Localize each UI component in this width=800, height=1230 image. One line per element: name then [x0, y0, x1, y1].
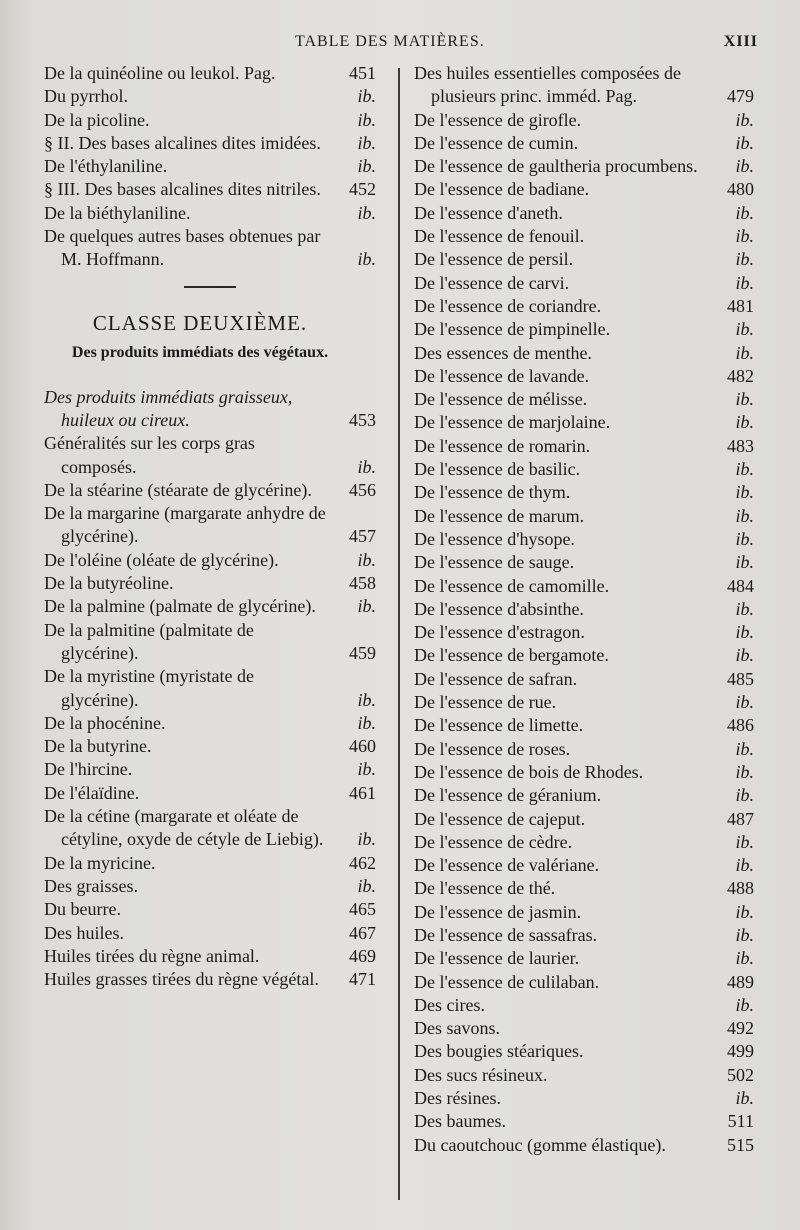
- toc-entry-page: ib.: [735, 319, 754, 340]
- toc-entry: [414, 155, 754, 178]
- right-entries: [414, 62, 754, 1157]
- toc-entry-page: ib.: [357, 689, 376, 710]
- toc-entry: [44, 132, 376, 155]
- toc-entry-page: ib.: [735, 645, 754, 666]
- toc-entry: [414, 132, 754, 155]
- toc-entry: [414, 784, 754, 807]
- toc-entry: [414, 714, 754, 737]
- toc-entry-page: ib.: [735, 924, 754, 945]
- toc-entry-title: De l'essence de bergamote.: [414, 645, 609, 666]
- toc-entry-page: ib.: [735, 132, 754, 153]
- toc-entry: [414, 505, 754, 528]
- toc-entry: [44, 432, 376, 479]
- toc-entry-title: De l'essence de roses.: [414, 738, 571, 759]
- toc-entry-page: ib.: [735, 831, 754, 852]
- toc-entry: [414, 481, 754, 504]
- toc-entry-title: De l'élaïdine.: [44, 782, 140, 803]
- toc-entry-title: De la palmine (palmate de glycérine).: [44, 596, 316, 617]
- toc-entry-page: 465: [349, 899, 376, 920]
- toc-entry-title: De l'essence d'aneth.: [414, 202, 563, 223]
- toc-entry-page: 452: [349, 179, 376, 200]
- toc-entry-page: ib.: [735, 692, 754, 713]
- toc-entry-page: ib.: [735, 948, 754, 969]
- toc-entry-page: ib.: [735, 598, 754, 619]
- toc-entry: [44, 572, 376, 595]
- toc-entry: [414, 738, 754, 761]
- toc-entry-page: 499: [727, 1041, 754, 1062]
- toc-entry-title: De l'essence de lavande.: [414, 365, 590, 386]
- toc-entry: [414, 272, 754, 295]
- toc-entry-page: 479: [727, 86, 754, 107]
- toc-entry-page: ib.: [735, 738, 754, 759]
- toc-entry-page: 484: [727, 575, 754, 596]
- toc-entry-title: De l'essence d'absinthe.: [414, 598, 584, 619]
- toc-entry-title: De l'essence de marum.: [414, 505, 585, 526]
- toc-entry-page: ib.: [357, 86, 376, 107]
- toc-entry: [414, 1110, 754, 1133]
- toc-entry-title: De l'essence de camomille.: [414, 575, 610, 596]
- class-subheading: Des produits immédiats des végétaux.: [71, 343, 329, 361]
- toc-entry-page: 462: [349, 852, 376, 873]
- toc-entry-title: Généralités sur les corps gras composés.: [44, 433, 255, 477]
- toc-entry-title: De l'essence de sauge.: [414, 552, 575, 573]
- toc-entry-page: ib.: [357, 829, 376, 850]
- toc-entry-title: De l'essence de rue.: [414, 692, 557, 713]
- toc-entry-page: ib.: [735, 226, 754, 247]
- toc-entry: [414, 458, 754, 481]
- toc-entry-title: De l'essence d'hysope.: [414, 528, 575, 549]
- toc-entry-title: De l'essence de laurier.: [414, 948, 580, 969]
- toc-entry: [44, 712, 376, 735]
- toc-entry-title: De la palmitine (palmitate de glycérine).: [44, 619, 254, 663]
- toc-entry-title: De l'essence de cèdre.: [414, 831, 573, 852]
- toc-entry-page: ib.: [357, 156, 376, 177]
- toc-entry-title: De l'essence de badiane.: [414, 179, 590, 200]
- toc-entry-page: ib.: [735, 505, 754, 526]
- toc-entry: [44, 735, 376, 758]
- toc-entry-title: Huiles grasses tirées du règne végétal.: [44, 969, 319, 990]
- toc-entry-page: ib.: [735, 785, 754, 806]
- page-header: [0, 33, 800, 57]
- toc-entry: [44, 549, 376, 572]
- toc-entry: [414, 761, 754, 784]
- toc-entry-title: De l'oléine (oléate de glycérine).: [44, 549, 279, 570]
- toc-entry: [414, 1040, 754, 1063]
- toc-entry: [414, 808, 754, 831]
- toc-entry-title: De l'essence de romarin.: [414, 435, 591, 456]
- toc-entry: [414, 971, 754, 994]
- left-bottom-entries: [44, 386, 376, 992]
- toc-entry-page: ib.: [357, 132, 376, 153]
- toc-entry-title: Des essences de menthe.: [414, 342, 592, 363]
- toc-entry: [414, 994, 754, 1017]
- toc-entry-page: ib.: [735, 202, 754, 223]
- toc-entry: [44, 898, 376, 921]
- toc-entry: [414, 854, 754, 877]
- toc-entry: [414, 202, 754, 225]
- page-number: XIII: [723, 33, 758, 50]
- toc-entry-page: 481: [727, 295, 754, 316]
- toc-entry-page: 482: [727, 365, 754, 386]
- toc-entry-title: De la quinéoline ou leukol. Pag.: [44, 63, 276, 83]
- toc-entry: [44, 502, 376, 549]
- toc-entry-title: Des résines.: [414, 1088, 501, 1109]
- toc-entry-title: Des sucs résineux.: [414, 1064, 548, 1085]
- toc-entry: [414, 435, 754, 458]
- toc-entry-title: De l'essence de limette.: [414, 715, 584, 736]
- toc-entry: [414, 365, 754, 388]
- toc-entry-title: De l'essence de safran.: [414, 668, 578, 689]
- toc-entry: [44, 805, 376, 852]
- toc-entry-page: ib.: [735, 389, 754, 410]
- toc-entry-page: ib.: [735, 761, 754, 782]
- toc-entry-page: ib.: [735, 552, 754, 573]
- toc-entry-page: 492: [727, 1018, 754, 1039]
- toc-entry: [44, 386, 376, 433]
- toc-entry-page: ib.: [357, 759, 376, 780]
- toc-entry-page: ib.: [735, 342, 754, 363]
- toc-entry-page: ib.: [357, 596, 376, 617]
- toc-entry: [414, 248, 754, 271]
- toc-entry: [414, 947, 754, 970]
- toc-entry-title: Du pyrrhol.: [44, 86, 128, 107]
- toc-entry-page: ib.: [735, 249, 754, 270]
- toc-entry-title: De l'essence de jasmin.: [414, 901, 582, 922]
- toc-entry-page: 502: [727, 1064, 754, 1085]
- toc-entry: [414, 924, 754, 947]
- toc-entry-title: De l'essence de culilaban.: [414, 971, 600, 992]
- toc-entry: [414, 598, 754, 621]
- toc-entry-page: 480: [727, 179, 754, 200]
- toc-entry-title: De l'essence d'estragon.: [414, 622, 585, 643]
- toc-entry-page: 515: [727, 1134, 754, 1155]
- toc-entry-title: De l'essence de fenouil.: [414, 226, 585, 247]
- toc-entry-title: De l'éthylaniline.: [44, 156, 168, 177]
- toc-entry-page: 456: [349, 479, 376, 500]
- toc-entry: [414, 668, 754, 691]
- toc-entry-page: ib.: [735, 412, 754, 433]
- toc-entry-page: ib.: [357, 549, 376, 570]
- toc-entry: [44, 852, 376, 875]
- toc-entry: [414, 388, 754, 411]
- toc-entry-title: Des savons.: [414, 1018, 500, 1039]
- toc-entry-title: Huiles tirées du règne animal.: [44, 945, 260, 966]
- toc-entry-title: Des bougies stéariques.: [414, 1041, 584, 1062]
- toc-entry: [44, 109, 376, 132]
- toc-entry-title: Des graisses.: [44, 875, 138, 896]
- toc-entry: [414, 109, 754, 132]
- running-title: TABLE DES MATIÈRES.: [295, 33, 485, 50]
- toc-entry: [44, 782, 376, 805]
- toc-entry: [414, 1087, 754, 1110]
- toc-entry-page: 483: [727, 435, 754, 456]
- toc-entry-page: ib.: [735, 1088, 754, 1109]
- toc-entry: [414, 1064, 754, 1087]
- toc-entry-page: 457: [349, 526, 376, 547]
- toc-entry-title: De la stéarine (stéarate de glycérine).: [44, 479, 312, 500]
- toc-entry-title: De la butyrine.: [44, 736, 152, 757]
- toc-entry-title: De l'essence de persil.: [414, 249, 574, 270]
- toc-entry-title: De l'essence de girofle.: [414, 109, 582, 130]
- class-heading: CLASSE DEUXIÈME.: [92, 310, 308, 335]
- toc-entry-title: § II. Des bases alcalines dites imidées.: [44, 132, 321, 153]
- toc-entry: [44, 225, 376, 272]
- toc-entry-page: 469: [349, 945, 376, 966]
- toc-entry: [44, 595, 376, 618]
- toc-entry-page: ib.: [735, 994, 754, 1015]
- toc-entry: [414, 621, 754, 644]
- left-top-entries: [44, 62, 376, 272]
- toc-entry-title: De l'essence de cumin.: [414, 132, 579, 153]
- toc-entry-page: ib.: [735, 622, 754, 643]
- toc-entry-title: Des baumes.: [414, 1111, 506, 1132]
- toc-entry-page: ib.: [735, 156, 754, 177]
- toc-entry-page: ib.: [357, 712, 376, 733]
- toc-entry-title: De la cétine (margarate et oléate de cétyline, oxyde de cétyle de Liebig).: [44, 806, 324, 850]
- toc-entry-title: De la myristine (myristate de glycérine).: [44, 666, 254, 710]
- toc-entry-page: ib.: [735, 901, 754, 922]
- toc-entry: [414, 1134, 754, 1157]
- toc-entry-title: De l'essence de carvi.: [414, 272, 570, 293]
- toc-entry-page: ib.: [357, 109, 376, 130]
- left-column: [44, 62, 376, 991]
- toc-entry-title: De l'essence de sassafras.: [414, 924, 598, 945]
- toc-entry: [44, 619, 376, 666]
- toc-entry-title: De la margarine (margarate anhydre de glycérine).: [44, 503, 326, 547]
- toc-entry-title: Des huiles essentielles composées de plusieurs princ. imméd. Pag.: [414, 63, 681, 107]
- toc-entry-title: Des produits immédiats graisseux, huileux ou cireux.: [44, 386, 293, 430]
- toc-entry-title: De la phocénine.: [44, 712, 166, 733]
- toc-entry-title: De l'essence de gaultheria procumbens.: [414, 156, 698, 177]
- toc-entry: [414, 528, 754, 551]
- toc-entry: [414, 691, 754, 714]
- toc-entry-page: 461: [349, 782, 376, 803]
- toc-entry: [44, 85, 376, 108]
- toc-entry-title: Des cires.: [414, 994, 485, 1015]
- toc-entry: [44, 945, 376, 968]
- toc-entry-page: 486: [727, 715, 754, 736]
- toc-entry: [44, 875, 376, 898]
- toc-entry: [414, 575, 754, 598]
- right-column: [414, 62, 754, 1157]
- toc-entry-page: 487: [727, 808, 754, 829]
- toc-entry-page: ib.: [357, 249, 376, 270]
- toc-entry: [44, 479, 376, 502]
- toc-entry-page: 485: [727, 668, 754, 689]
- toc-entry: [44, 922, 376, 945]
- toc-entry: [44, 665, 376, 712]
- toc-entry-title: De la butyréoline.: [44, 573, 174, 594]
- toc-entry-title: De l'hircine.: [44, 759, 133, 780]
- toc-entry: [414, 225, 754, 248]
- toc-entry: [414, 831, 754, 854]
- toc-entry: [44, 968, 376, 991]
- toc-entry: [414, 342, 754, 365]
- toc-entry-page: ib.: [357, 202, 376, 223]
- toc-entry: [414, 551, 754, 574]
- toc-entry: [414, 178, 754, 201]
- toc-entry-page: 451: [349, 63, 376, 83]
- toc-entry: [44, 155, 376, 178]
- toc-entry-title: De l'essence de cajeput.: [414, 808, 586, 829]
- toc-entry: [414, 318, 754, 341]
- toc-entry-title: De l'essence de valériane.: [414, 855, 600, 876]
- toc-entry-page: ib.: [357, 875, 376, 896]
- toc-entry-page: ib.: [735, 459, 754, 480]
- section-rule: [44, 272, 376, 294]
- toc-entry-page: ib.: [357, 456, 376, 477]
- toc-entry: [44, 62, 376, 85]
- toc-entry-title: De l'essence de thym.: [414, 482, 571, 503]
- toc-entry-title: De l'essence de basilic.: [414, 459, 581, 480]
- toc-entry-title: De l'essence de mélisse.: [414, 389, 588, 410]
- toc-entry-page: 489: [727, 971, 754, 992]
- toc-entry-page: 459: [349, 642, 376, 663]
- toc-entry-page: ib.: [735, 109, 754, 130]
- toc-entry-title: Du caoutchouc (gomme élastique).: [414, 1134, 666, 1155]
- toc-entry-title: De l'essence de géranium.: [414, 785, 602, 806]
- toc-entry: [414, 295, 754, 318]
- toc-entry-title: De l'essence de thé.: [414, 878, 556, 899]
- toc-entry-page: 453: [349, 409, 376, 430]
- toc-entry-title: Des huiles.: [44, 922, 124, 943]
- toc-entry-page: ib.: [735, 272, 754, 293]
- toc-entry: [44, 202, 376, 225]
- toc-entry-title: De la biéthylaniline.: [44, 202, 191, 223]
- toc-entry-page: ib.: [735, 528, 754, 549]
- column-divider: [398, 68, 400, 1200]
- toc-entry-title: De l'essence de pimpinelle.: [414, 319, 611, 340]
- toc-entry: [414, 877, 754, 900]
- toc-entry-page: 488: [727, 878, 754, 899]
- toc-entry-page: ib.: [735, 482, 754, 503]
- toc-entry-page: 460: [349, 736, 376, 757]
- toc-entry-title: De l'essence de marjolaine.: [414, 412, 611, 433]
- toc-entry-title: De quelques autres bases obtenues par M. Hoffmann.: [44, 226, 321, 270]
- toc-entry: [44, 758, 376, 781]
- toc-entry: [44, 178, 376, 201]
- toc-entry: [414, 62, 754, 109]
- toc-entry-title: De la myricine.: [44, 852, 156, 873]
- toc-entry-page: ib.: [735, 855, 754, 876]
- toc-entry-page: 467: [349, 922, 376, 943]
- toc-entry-page: 471: [349, 969, 376, 990]
- toc-entry: [414, 644, 754, 667]
- toc-entry-title: De l'essence de coriandre.: [414, 295, 602, 316]
- toc-entry-title: De l'essence de bois de Rhodes.: [414, 761, 644, 782]
- toc-entry-title: De la picoline.: [44, 109, 150, 130]
- toc-entry: [414, 901, 754, 924]
- toc-entry: [414, 411, 754, 434]
- toc-entry: [414, 1017, 754, 1040]
- toc-entry-title: § III. Des bases alcalines dites nitriles.: [44, 179, 321, 200]
- toc-entry-page: 511: [727, 1111, 754, 1132]
- toc-entry-title: Du beurre.: [44, 899, 121, 920]
- toc-entry-page: 458: [349, 573, 376, 594]
